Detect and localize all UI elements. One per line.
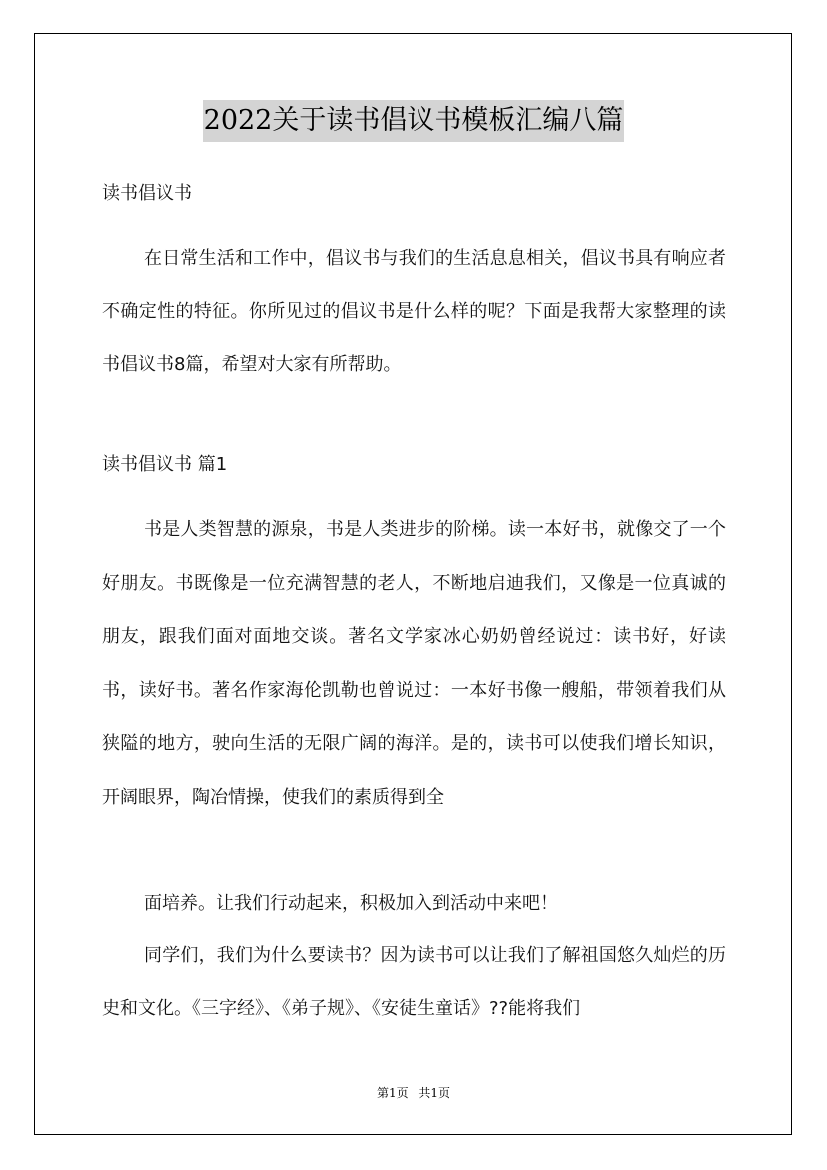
- page-footer: [0, 1084, 827, 1101]
- section-paragraph-2: 同学们，我们为什么要读书？因为读书可以让我们了解祖国悠久灿烂的历史和文化。《三字经》、《弟子规》、《安徒生童话》??能将我们: [102, 945, 726, 1019]
- document-title: 2022关于读书倡议书模板汇编八篇: [203, 100, 625, 142]
- section-paragraph: 书是人类智慧的源泉，书是人类进步的阶梯。读一本好书，就像交了一个好朋友。书既像是一位充满智慧的老人，不断地启迪我们，又像是一位真诚的朋友，跟我们面对面地交谈。著名文学家冰心奶奶曾经说过：读书好，好读书，读好书。著名作家海伦凯勒也曾说过：一本好书像一艘船，带领着我们从狭隘的地方，驶向生活的无限广阔的海洋。是的，读书可以使我们增长知识，开阔眼界，陶冶情操，使我们的素质得到全: [102, 519, 726, 808]
- section-paragraph-continuation: 面培养。让我们行动起来，积极加入到活动中来吧！: [144, 893, 558, 914]
- intro-paragraph: 在日常生活和工作中，倡议书与我们的生活息息相关，倡议书具有响应者不确定性的特征。你所见过的倡议书是什么样的呢？下面是我帮大家整理的读书倡议书8篇，希望对大家有所帮助。: [102, 248, 726, 375]
- page-current: 第1页: [376, 1086, 409, 1100]
- section-heading: 读书倡议书 篇1: [102, 454, 228, 475]
- page-total: 共1页: [418, 1086, 451, 1100]
- title-container: [0, 100, 827, 142]
- intro-heading: 读书倡议书: [102, 183, 192, 204]
